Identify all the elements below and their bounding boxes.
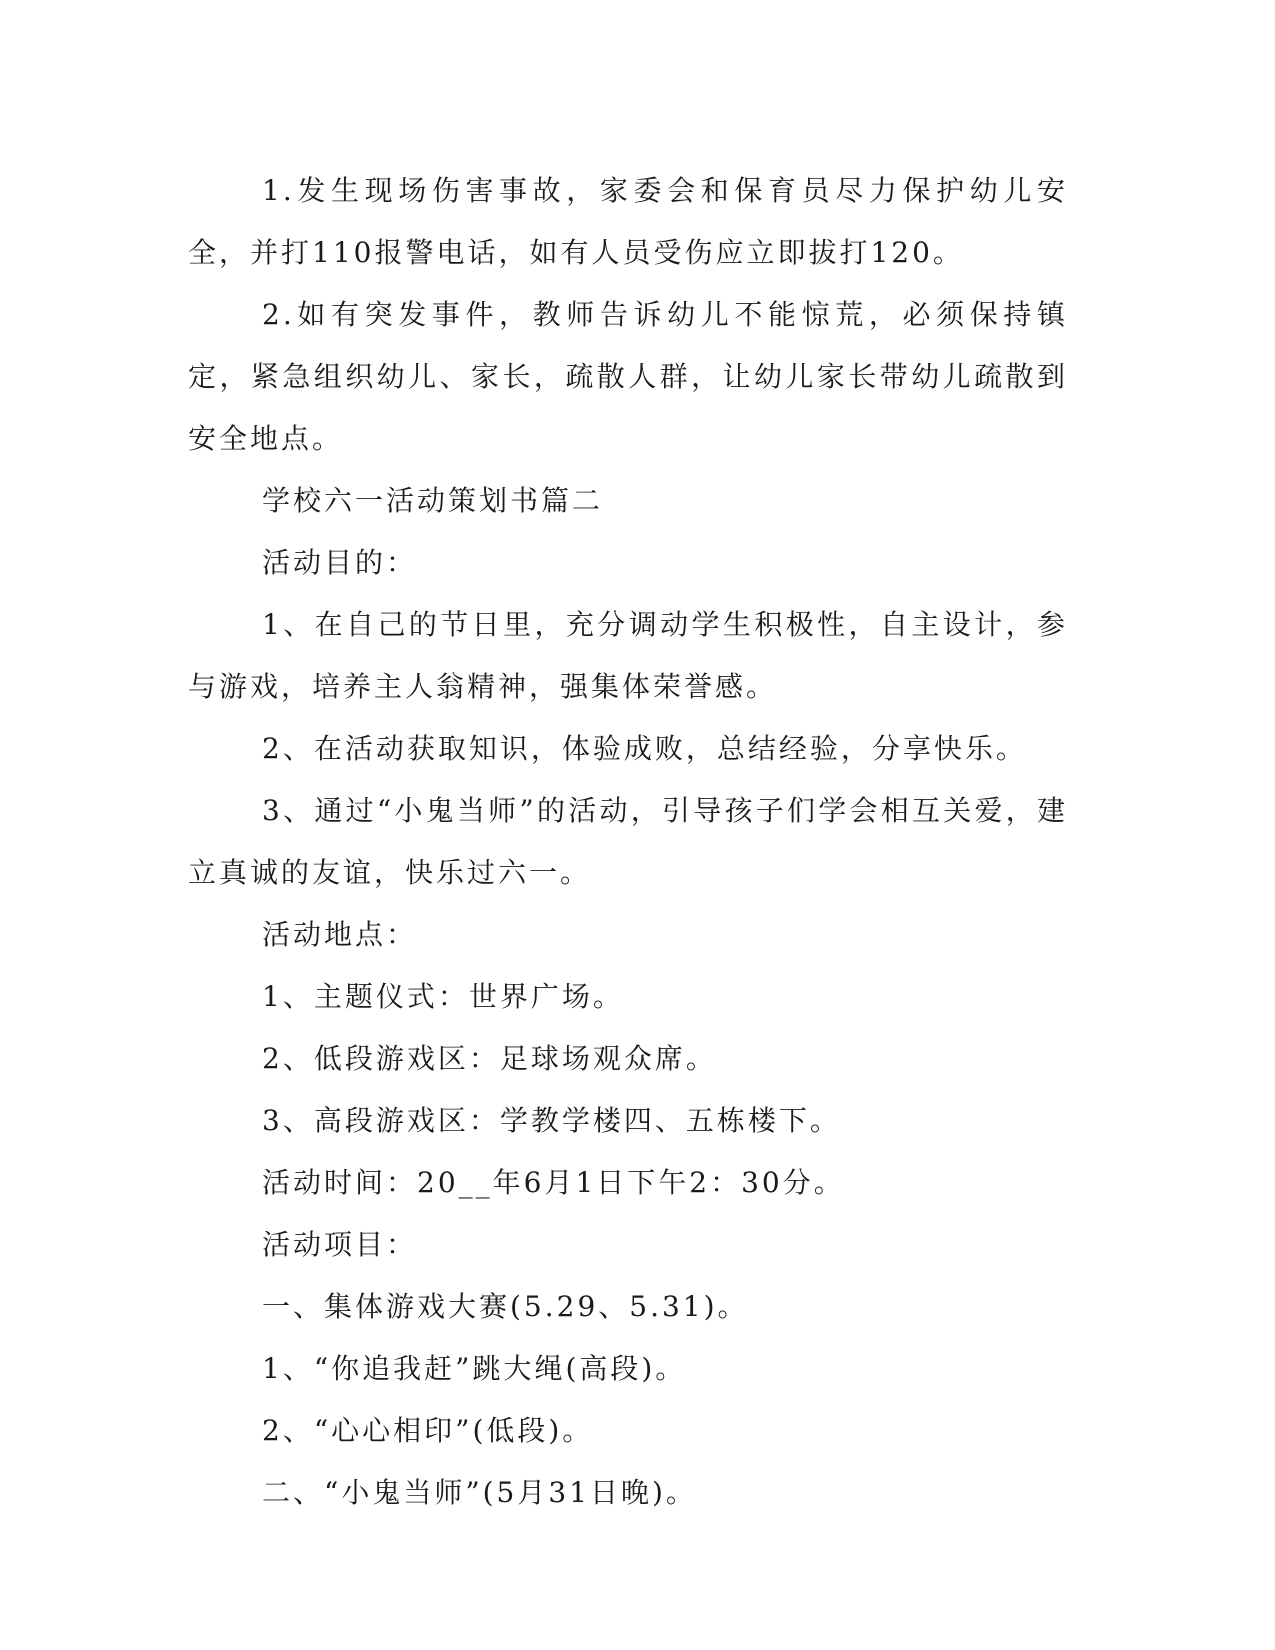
heading-activity-location: 活动地点： [262,918,418,951]
activity-item-group-games: 一、集体游戏大赛(5.29、5.31)。 [262,1290,749,1323]
document-body [188,160,1068,1524]
activity-subitem-1: 1、“你追我赶”跳大绳(高段)。 [262,1352,687,1385]
activity-item-little-teacher: 二、“小鬼当师”(5月31日晚)。 [262,1476,697,1509]
location-item-2: 2、低段游戏区：足球场观众席。 [262,1042,717,1075]
purpose-item-2: 2、在活动获取知识，体验成败，总结经验，分享快乐。 [262,732,1027,765]
paragraph-emergency-evacuation: 2.如有突发事件，教师告诉幼儿不能惊荒，必须保持镇定，紧急组织幼儿、家长，疏散人群，让幼儿家长带幼儿疏散到安全地点。 [188,298,1068,455]
location-item-3: 3、高段游戏区：学教学楼四、五栋楼下。 [262,1104,841,1137]
section-title: 学校六一活动策划书篇二 [262,484,604,517]
location-item-1: 1、主题仪式：世界广场。 [262,980,624,1013]
heading-activity-purpose: 活动目的： [262,546,418,579]
purpose-item-3: 3、通过“小鬼当师”的活动，引导孩子们学会相互关爱，建立真诚的友谊，快乐过六一。 [188,794,1068,889]
heading-activity-items: 活动项目： [262,1228,418,1261]
paragraph-accident-response: 1.发生现场伤害事故，家委会和保育员尽力保护幼儿安全，并打110报警电话，如有人员受伤应立即拔打120。 [188,174,1068,269]
purpose-item-1: 1、在自己的节日里，充分调动学生积极性，自主设计，参与游戏，培养主人翁精神，强集体荣誉感。 [188,608,1068,703]
activity-time: 活动时间：20__年6月1日下午2：30分。 [262,1166,845,1199]
activity-subitem-2: 2、“心心相印”(低段)。 [262,1414,594,1447]
